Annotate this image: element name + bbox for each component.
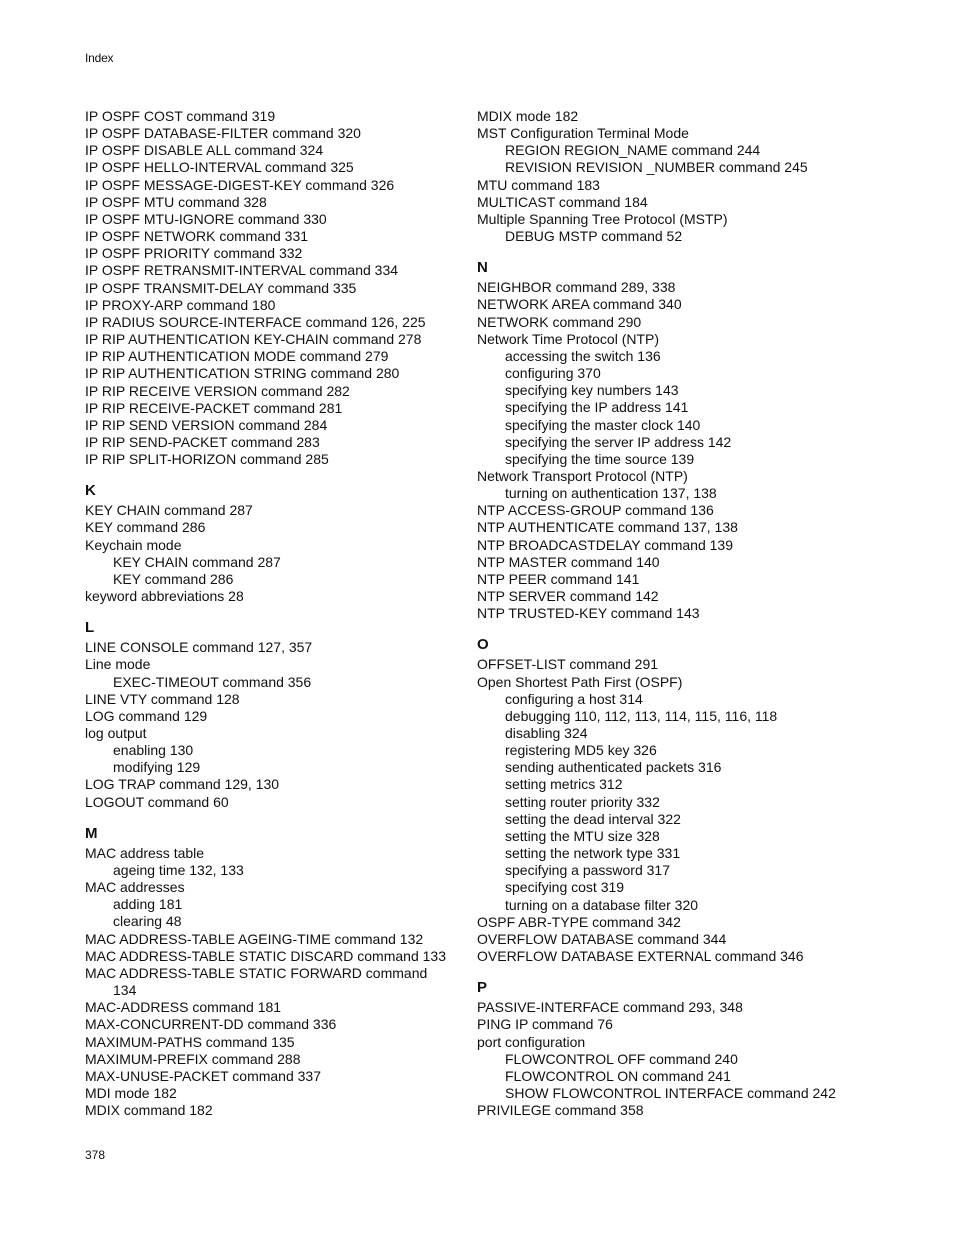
index-subentry: adding 181 <box>113 896 183 913</box>
index-entry: log output <box>85 725 147 741</box>
index-entry-continuation: 134 <box>113 982 137 999</box>
index-entry: Network Transport Protocol (NTP) <box>477 467 688 484</box>
index-entry: NTP PEER command 141 <box>477 570 640 587</box>
index-section-letter: L <box>85 619 95 637</box>
index-entry: IP PROXY-ARP command 180 <box>85 296 276 313</box>
running-header: Index <box>85 51 114 65</box>
index-entry: NETWORK AREA command 340 <box>477 296 682 313</box>
index-subentry: specifying a password 317 <box>505 862 670 879</box>
index-entry: MAC ADDRESS-TABLE STATIC FORWARD command <box>85 964 428 981</box>
index-entry: Line mode <box>85 656 151 673</box>
index-subentry: setting the MTU size 328 <box>505 827 660 844</box>
index-entry: IP OSPF HELLO-INTERVAL command 325 <box>85 159 354 176</box>
index-subentry: EXEC-TIMEOUT command 356 <box>113 673 312 690</box>
index-entry: Open Shortest Path First (OSPF) <box>477 673 683 690</box>
index-entry: MAC address table <box>85 844 205 861</box>
index-entry: MAC ADDRESS-TABLE AGEING-TIME command 132 <box>85 930 424 947</box>
index-entry: NEIGHBOR command 289, 338 <box>477 279 676 296</box>
index-entry: OVERFLOW DATABASE EXTERNAL command 346 <box>477 948 804 965</box>
index-subentry: setting metrics 312 <box>505 776 623 793</box>
index-entry: IP RIP SEND-PACKET command 283 <box>85 433 320 450</box>
index-entry: NTP BROADCASTDELAY command 139 <box>477 536 733 553</box>
index-section-letter: K <box>85 482 96 500</box>
index-subentry: FLOWCONTROL ON command 241 <box>505 1067 731 1084</box>
index-subentry: enabling 130 <box>113 742 194 759</box>
index-entry: IP OSPF DATABASE-FILTER command 320 <box>85 125 361 142</box>
index-entry: Multiple Spanning Tree Protocol (MSTP) <box>477 210 728 227</box>
index-entry: MAXIMUM-PATHS command 135 <box>85 1033 295 1050</box>
index-entry: IP RIP SEND VERSION command 284 <box>85 416 328 433</box>
index-subentry: modifying 129 <box>113 759 201 776</box>
index-subentry: registering MD5 key 326 <box>505 742 657 759</box>
index-entry: OSPF ABR-TYPE command 342 <box>477 913 681 930</box>
index-entry: MST Configuration Terminal Mode <box>477 125 689 142</box>
index-subentry: debugging 110, 112, 113, 114, 115, 116, 118 <box>505 707 778 724</box>
index-subentry: specifying the time source 139 <box>505 450 695 467</box>
index-entry: LOG command 129 <box>85 707 208 724</box>
index-entry: Network Time Protocol (NTP) <box>477 330 660 347</box>
index-entry: IP OSPF TRANSMIT-DELAY command 335 <box>85 279 357 296</box>
index-entry: IP RIP AUTHENTICATION MODE command 279 <box>85 348 389 365</box>
index-section-letter: O <box>477 636 489 654</box>
index-entry: MAXIMUM-PREFIX command 288 <box>85 1050 301 1067</box>
index-subentry: DEBUG MSTP command 52 <box>505 228 683 245</box>
index-entry: port configuration <box>477 1033 586 1050</box>
index-subentry: REGION REGION_NAME command 244 <box>505 142 761 159</box>
index-entry: KEY command 286 <box>85 519 206 536</box>
index-subentry: accessing the switch 136 <box>505 347 661 364</box>
index-subentry: setting the dead interval 322 <box>505 810 681 827</box>
index-subentry: clearing 48 <box>113 913 182 930</box>
index-entry: OVERFLOW DATABASE command 344 <box>477 930 727 947</box>
index-subentry: specifying key numbers 143 <box>505 382 679 399</box>
index-subentry: configuring 370 <box>505 365 601 382</box>
index-entry: LINE VTY command 128 <box>85 690 240 707</box>
index-subentry: KEY command 286 <box>113 570 234 587</box>
index-entry: MDIX command 182 <box>85 1102 213 1119</box>
index-entry: NTP SERVER command 142 <box>477 588 659 605</box>
index-subentry: turning on a database filter 320 <box>505 896 699 913</box>
index-entry: Keychain mode <box>85 536 182 553</box>
index-entry: IP OSPF MESSAGE-DIGEST-KEY command 326 <box>85 176 395 193</box>
index-entry: MAC-ADDRESS command 181 <box>85 999 282 1016</box>
index-entry: NTP MASTER command 140 <box>477 553 660 570</box>
index-subentry: specifying the master clock 140 <box>505 416 701 433</box>
index-entry: PRIVILEGE command 358 <box>477 1102 644 1119</box>
index-entry: PING IP command 76 <box>477 1016 613 1033</box>
index-subentry: specifying cost 319 <box>505 879 625 896</box>
index-entry: LOG TRAP command 129, 130 <box>85 776 280 793</box>
index-entry: IP RIP AUTHENTICATION KEY-CHAIN command 278 <box>85 331 422 348</box>
index-entry: MAX-CONCURRENT-DD command 336 <box>85 1016 337 1033</box>
index-entry: NTP ACCESS-GROUP command 136 <box>477 502 714 519</box>
index-entry: IP OSPF MTU command 328 <box>85 193 267 210</box>
index-entry: MAC ADDRESS-TABLE STATIC DISCARD command 133 <box>85 947 446 964</box>
index-subentry: disabling 324 <box>505 725 588 741</box>
index-subentry: ageing time 132, 133 <box>113 861 244 878</box>
index-entry: PASSIVE-INTERFACE command 293, 348 <box>477 999 743 1016</box>
index-entry: LINE CONSOLE command 127, 357 <box>85 639 313 656</box>
index-entry: NETWORK command 290 <box>477 313 642 330</box>
index-entry: LOGOUT command 60 <box>85 793 229 810</box>
index-entry: IP OSPF MTU-IGNORE command 330 <box>85 210 327 227</box>
page-number: 378 <box>85 1148 106 1162</box>
index-entry: IP OSPF COST command 319 <box>85 108 276 124</box>
index-section-letter: M <box>85 824 98 842</box>
index-entry: OFFSET-LIST command 291 <box>477 656 659 673</box>
index-entry: KEY CHAIN command 287 <box>85 502 253 519</box>
index-entry: IP OSPF DISABLE ALL command 324 <box>85 142 324 159</box>
index-entry: IP RIP RECEIVE-PACKET command 281 <box>85 399 343 416</box>
index-column-right <box>477 108 857 1119</box>
index-entry: IP RIP SPLIT-HORIZON command 285 <box>85 451 329 468</box>
index-entry: MAX-UNUSE-PACKET command 337 <box>85 1067 321 1084</box>
index-subentry: setting router priority 332 <box>505 793 660 810</box>
index-subentry: turning on authentication 137, 138 <box>505 485 717 502</box>
index-entry: IP OSPF PRIORITY command 332 <box>85 245 303 262</box>
index-entry: MTU command 183 <box>477 176 600 193</box>
index-entry: IP RIP RECEIVE VERSION command 282 <box>85 382 350 399</box>
index-entry: IP OSPF RETRANSMIT-INTERVAL command 334 <box>85 262 399 279</box>
index-entry: IP RIP AUTHENTICATION STRING command 280 <box>85 365 400 382</box>
index-entry: MAC addresses <box>85 879 185 896</box>
index-subentry: sending authenticated packets 316 <box>505 759 722 776</box>
index-entry: IP OSPF NETWORK command 331 <box>85 228 309 245</box>
index-subentry: SHOW FLOWCONTROL INTERFACE command 242 <box>505 1084 836 1101</box>
index-entry: NTP TRUSTED-KEY command 143 <box>477 605 700 622</box>
index-entry: MDIX mode 182 <box>477 108 579 124</box>
index-subentry: REVISION REVISION _NUMBER command 245 <box>505 159 808 176</box>
index-subentry: specifying the server IP address 142 <box>505 433 732 450</box>
index-entry: MDI mode 182 <box>85 1084 177 1101</box>
index-subentry: configuring a host 314 <box>505 690 643 707</box>
index-entry: MULTICAST command 184 <box>477 193 648 210</box>
index-subentry: specifying the IP address 141 <box>505 399 689 416</box>
index-subentry: FLOWCONTROL OFF command 240 <box>505 1050 738 1067</box>
index-column-left <box>85 108 465 1119</box>
index-section-letter: N <box>477 259 488 277</box>
index-entry: NTP AUTHENTICATE command 137, 138 <box>477 519 738 536</box>
index-entry: keyword abbreviations 28 <box>85 588 244 605</box>
index-section-letter: P <box>477 979 488 997</box>
index-subentry: KEY CHAIN command 287 <box>113 553 281 570</box>
index-subentry: setting the network type 331 <box>505 845 681 862</box>
index-entry: IP RADIUS SOURCE-INTERFACE command 126, 225 <box>85 313 426 330</box>
